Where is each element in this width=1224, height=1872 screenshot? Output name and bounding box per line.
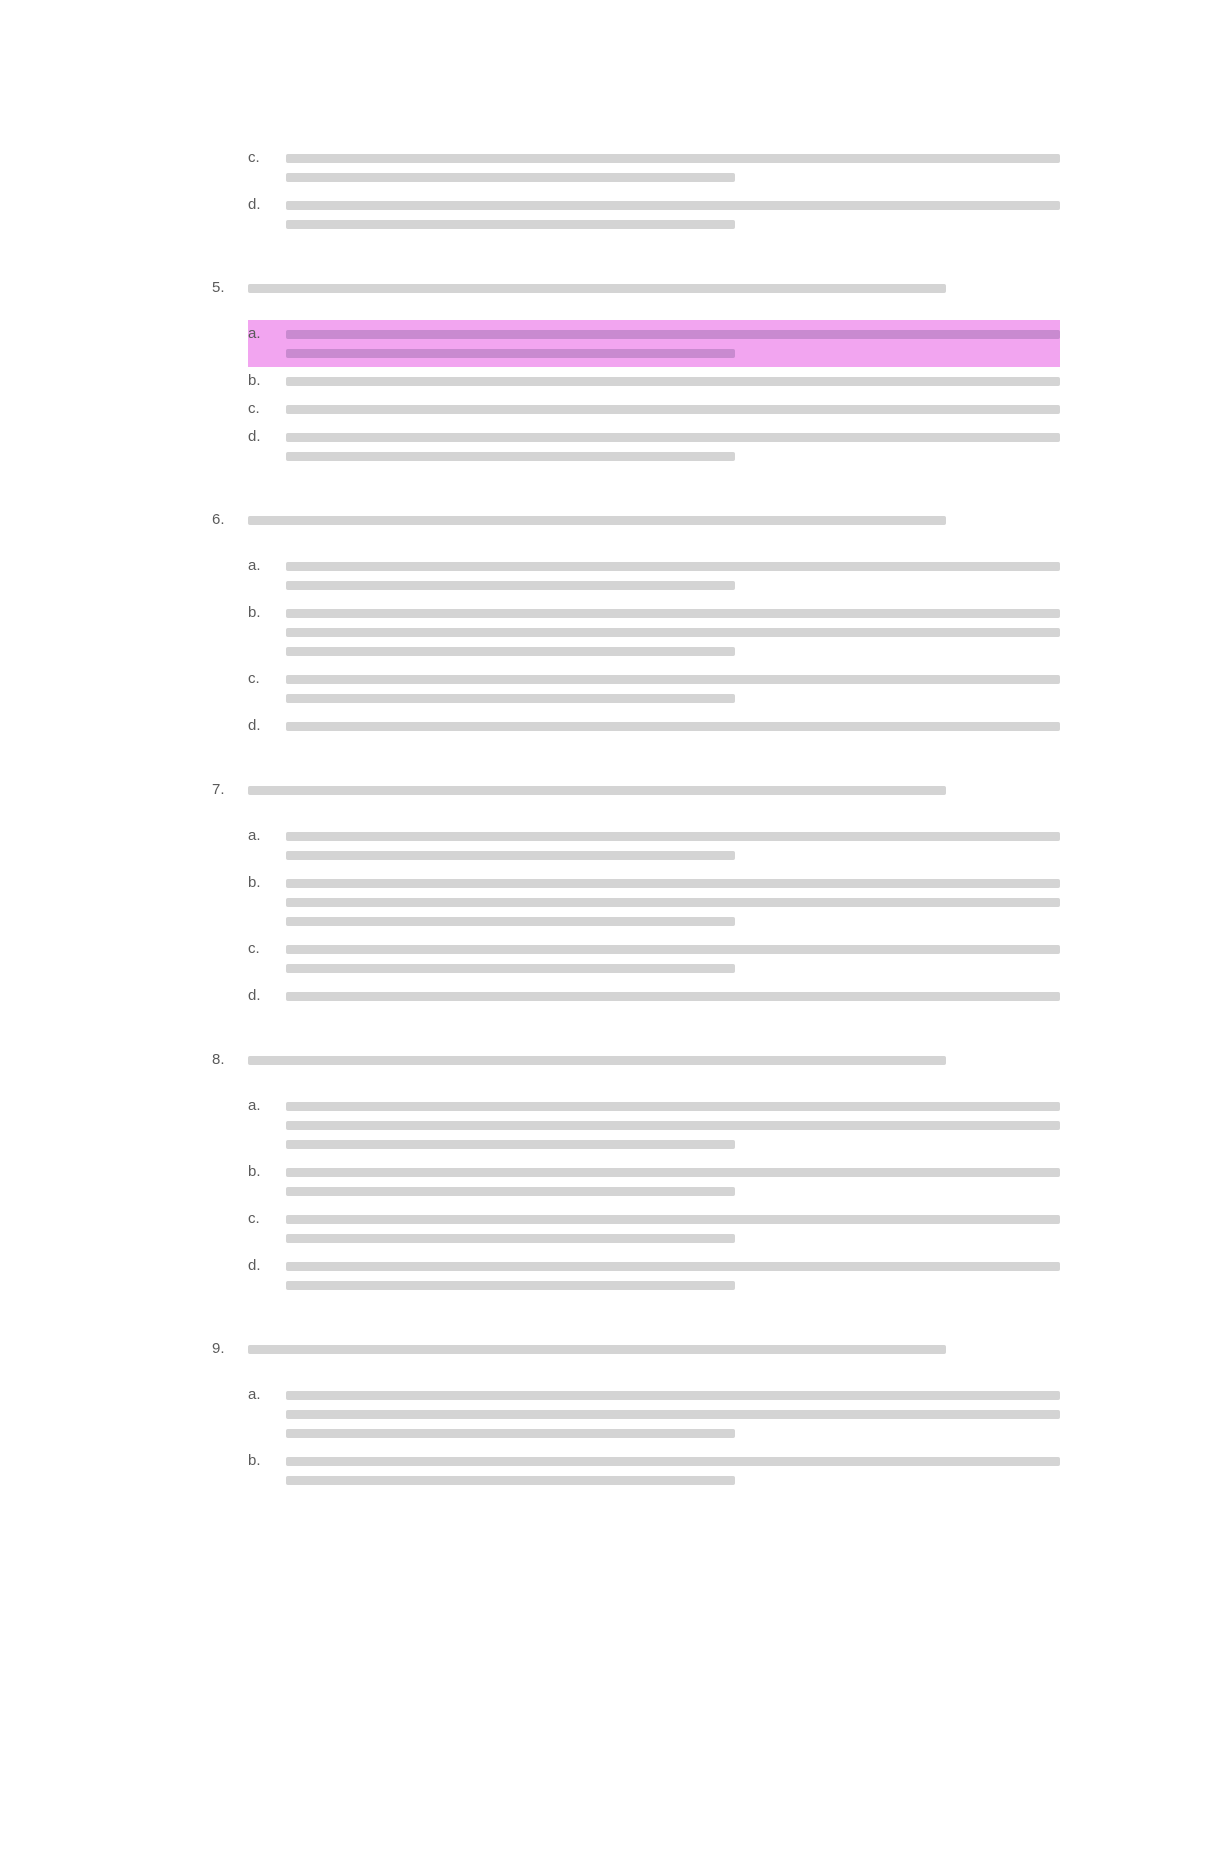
option-item: [212, 869, 1060, 935]
unreadable-text-placeholder: [286, 1281, 735, 1290]
unreadable-text-placeholder: [286, 220, 735, 229]
question-heading: [212, 506, 1060, 534]
unreadable-text-placeholder: [286, 992, 1060, 1001]
unreadable-text-placeholder: [286, 1168, 1060, 1177]
option-text: [286, 144, 1060, 191]
unreadable-text-placeholder: [286, 964, 735, 973]
option-letter: d.: [248, 196, 261, 213]
unreadable-text-placeholder: [286, 433, 1060, 442]
unreadable-text-placeholder: [286, 1140, 735, 1149]
unreadable-text-placeholder: [286, 628, 1060, 637]
question-number: 5.: [212, 279, 225, 296]
option-letter: b.: [248, 372, 261, 389]
option-letter: d.: [248, 987, 261, 1004]
question-6: [212, 506, 1060, 740]
unreadable-text-placeholder: [248, 1345, 946, 1354]
unreadable-text-placeholder: [286, 1476, 735, 1485]
option-text: [286, 1447, 1060, 1494]
unreadable-text-placeholder: [286, 349, 735, 358]
unreadable-text-placeholder: [248, 516, 946, 525]
option-text: [286, 1092, 1060, 1158]
option-letter: d.: [248, 1257, 261, 1274]
question-5: [212, 274, 1060, 470]
unreadable-text-placeholder: [286, 647, 735, 656]
unreadable-text-placeholder: [286, 405, 1060, 414]
unreadable-text-placeholder: [286, 154, 1060, 163]
unreadable-text-placeholder: [286, 201, 1060, 210]
option-item: [212, 191, 1060, 238]
option-text: [286, 665, 1060, 712]
question-text: [248, 506, 1060, 534]
unreadable-text-placeholder: [286, 945, 1060, 954]
question-heading: [212, 776, 1060, 804]
option-letter: a.: [248, 557, 261, 574]
unreadable-text-placeholder: [286, 1234, 735, 1243]
option-letter: c.: [248, 149, 260, 166]
option-item: [212, 935, 1060, 982]
option-text: [286, 395, 1060, 423]
option-item: [212, 599, 1060, 665]
option-letter: b.: [248, 874, 261, 891]
unreadable-text-placeholder: [248, 284, 946, 293]
option-item: [212, 982, 1060, 1010]
option-item: [212, 1092, 1060, 1158]
option-item: [212, 552, 1060, 599]
option-item: [212, 144, 1060, 191]
option-text: [286, 191, 1060, 238]
option-list: [212, 822, 1060, 1010]
unreadable-text-placeholder: [286, 1215, 1060, 1224]
option-letter: c.: [248, 940, 260, 957]
option-item: [212, 822, 1060, 869]
option-list: [212, 1381, 1060, 1494]
option-text: [286, 552, 1060, 599]
option-item: [212, 1447, 1060, 1494]
option-text: [286, 1381, 1060, 1447]
option-item: [212, 1205, 1060, 1252]
option-letter: b.: [248, 604, 261, 621]
option-letter: c.: [248, 1210, 260, 1227]
option-text: [286, 869, 1060, 935]
option-letter: d.: [248, 717, 261, 734]
option-highlighted: [212, 320, 1060, 367]
option-text: [286, 1205, 1060, 1252]
unreadable-text-placeholder: [286, 675, 1060, 684]
question-number: 9.: [212, 1340, 225, 1357]
unreadable-text-placeholder: [286, 452, 735, 461]
question-heading: [212, 1335, 1060, 1363]
unreadable-text-placeholder: [286, 1391, 1060, 1400]
question-number: 6.: [212, 511, 225, 528]
question-9: [212, 1335, 1060, 1494]
option-text: [286, 712, 1060, 740]
option-item: [212, 367, 1060, 395]
option-letter: a.: [248, 1386, 261, 1403]
unreadable-text-placeholder: [248, 1056, 946, 1065]
unreadable-text-placeholder: [286, 377, 1060, 386]
question-text: [248, 1335, 1060, 1363]
option-list: [212, 320, 1060, 470]
question-number: 7.: [212, 781, 225, 798]
unreadable-text-placeholder: [286, 898, 1060, 907]
question-8: [212, 1046, 1060, 1299]
option-text: [286, 935, 1060, 982]
option-item: [212, 665, 1060, 712]
question-text: [248, 776, 1060, 804]
option-text: [286, 822, 1060, 869]
question-7: [212, 776, 1060, 1010]
option-item: [212, 423, 1060, 470]
option-letter: a.: [248, 827, 261, 844]
question-continued: [212, 144, 1060, 238]
unreadable-text-placeholder: [286, 1121, 1060, 1130]
unreadable-text-placeholder: [286, 581, 735, 590]
option-item: [212, 1381, 1060, 1447]
unreadable-text-placeholder: [286, 1457, 1060, 1466]
option-item: [212, 1158, 1060, 1205]
option-letter: b.: [248, 1452, 261, 1469]
unreadable-text-placeholder: [286, 722, 1060, 731]
option-text: [286, 1158, 1060, 1205]
unreadable-text-placeholder: [286, 1187, 735, 1196]
unreadable-text-placeholder: [286, 173, 735, 182]
option-item: [212, 712, 1060, 740]
unreadable-text-placeholder: [286, 879, 1060, 888]
question-list: [212, 144, 1060, 1494]
option-letter: c.: [248, 670, 260, 687]
question-heading: [212, 274, 1060, 302]
option-text: [286, 1252, 1060, 1299]
unreadable-text-placeholder: [286, 694, 735, 703]
question-number: 8.: [212, 1051, 225, 1068]
option-text: [286, 320, 1060, 367]
option-item: [212, 395, 1060, 423]
unreadable-text-placeholder: [286, 1262, 1060, 1271]
unreadable-text-placeholder: [286, 1429, 735, 1438]
option-letter: c.: [248, 400, 260, 417]
unreadable-text-placeholder: [286, 562, 1060, 571]
option-list: [212, 552, 1060, 740]
option-letter: b.: [248, 1163, 261, 1180]
option-list: [212, 1092, 1060, 1299]
unreadable-text-placeholder: [286, 609, 1060, 618]
unreadable-text-placeholder: [286, 851, 735, 860]
question-text: [248, 274, 1060, 302]
option-item: [212, 1252, 1060, 1299]
question-text: [248, 1046, 1060, 1074]
option-letter: d.: [248, 428, 261, 445]
option-text: [286, 423, 1060, 470]
option-list: [212, 144, 1060, 238]
option-text: [286, 599, 1060, 665]
question-heading: [212, 1046, 1060, 1074]
unreadable-text-placeholder: [248, 786, 946, 795]
unreadable-text-placeholder: [286, 1410, 1060, 1419]
option-letter: a.: [248, 320, 286, 367]
unreadable-text-placeholder: [286, 832, 1060, 841]
option-text: [286, 982, 1060, 1010]
unreadable-text-placeholder: [286, 330, 1060, 339]
unreadable-text-placeholder: [286, 917, 735, 926]
option-letter: a.: [248, 1097, 261, 1114]
option-text: [286, 367, 1060, 395]
unreadable-text-placeholder: [286, 1102, 1060, 1111]
